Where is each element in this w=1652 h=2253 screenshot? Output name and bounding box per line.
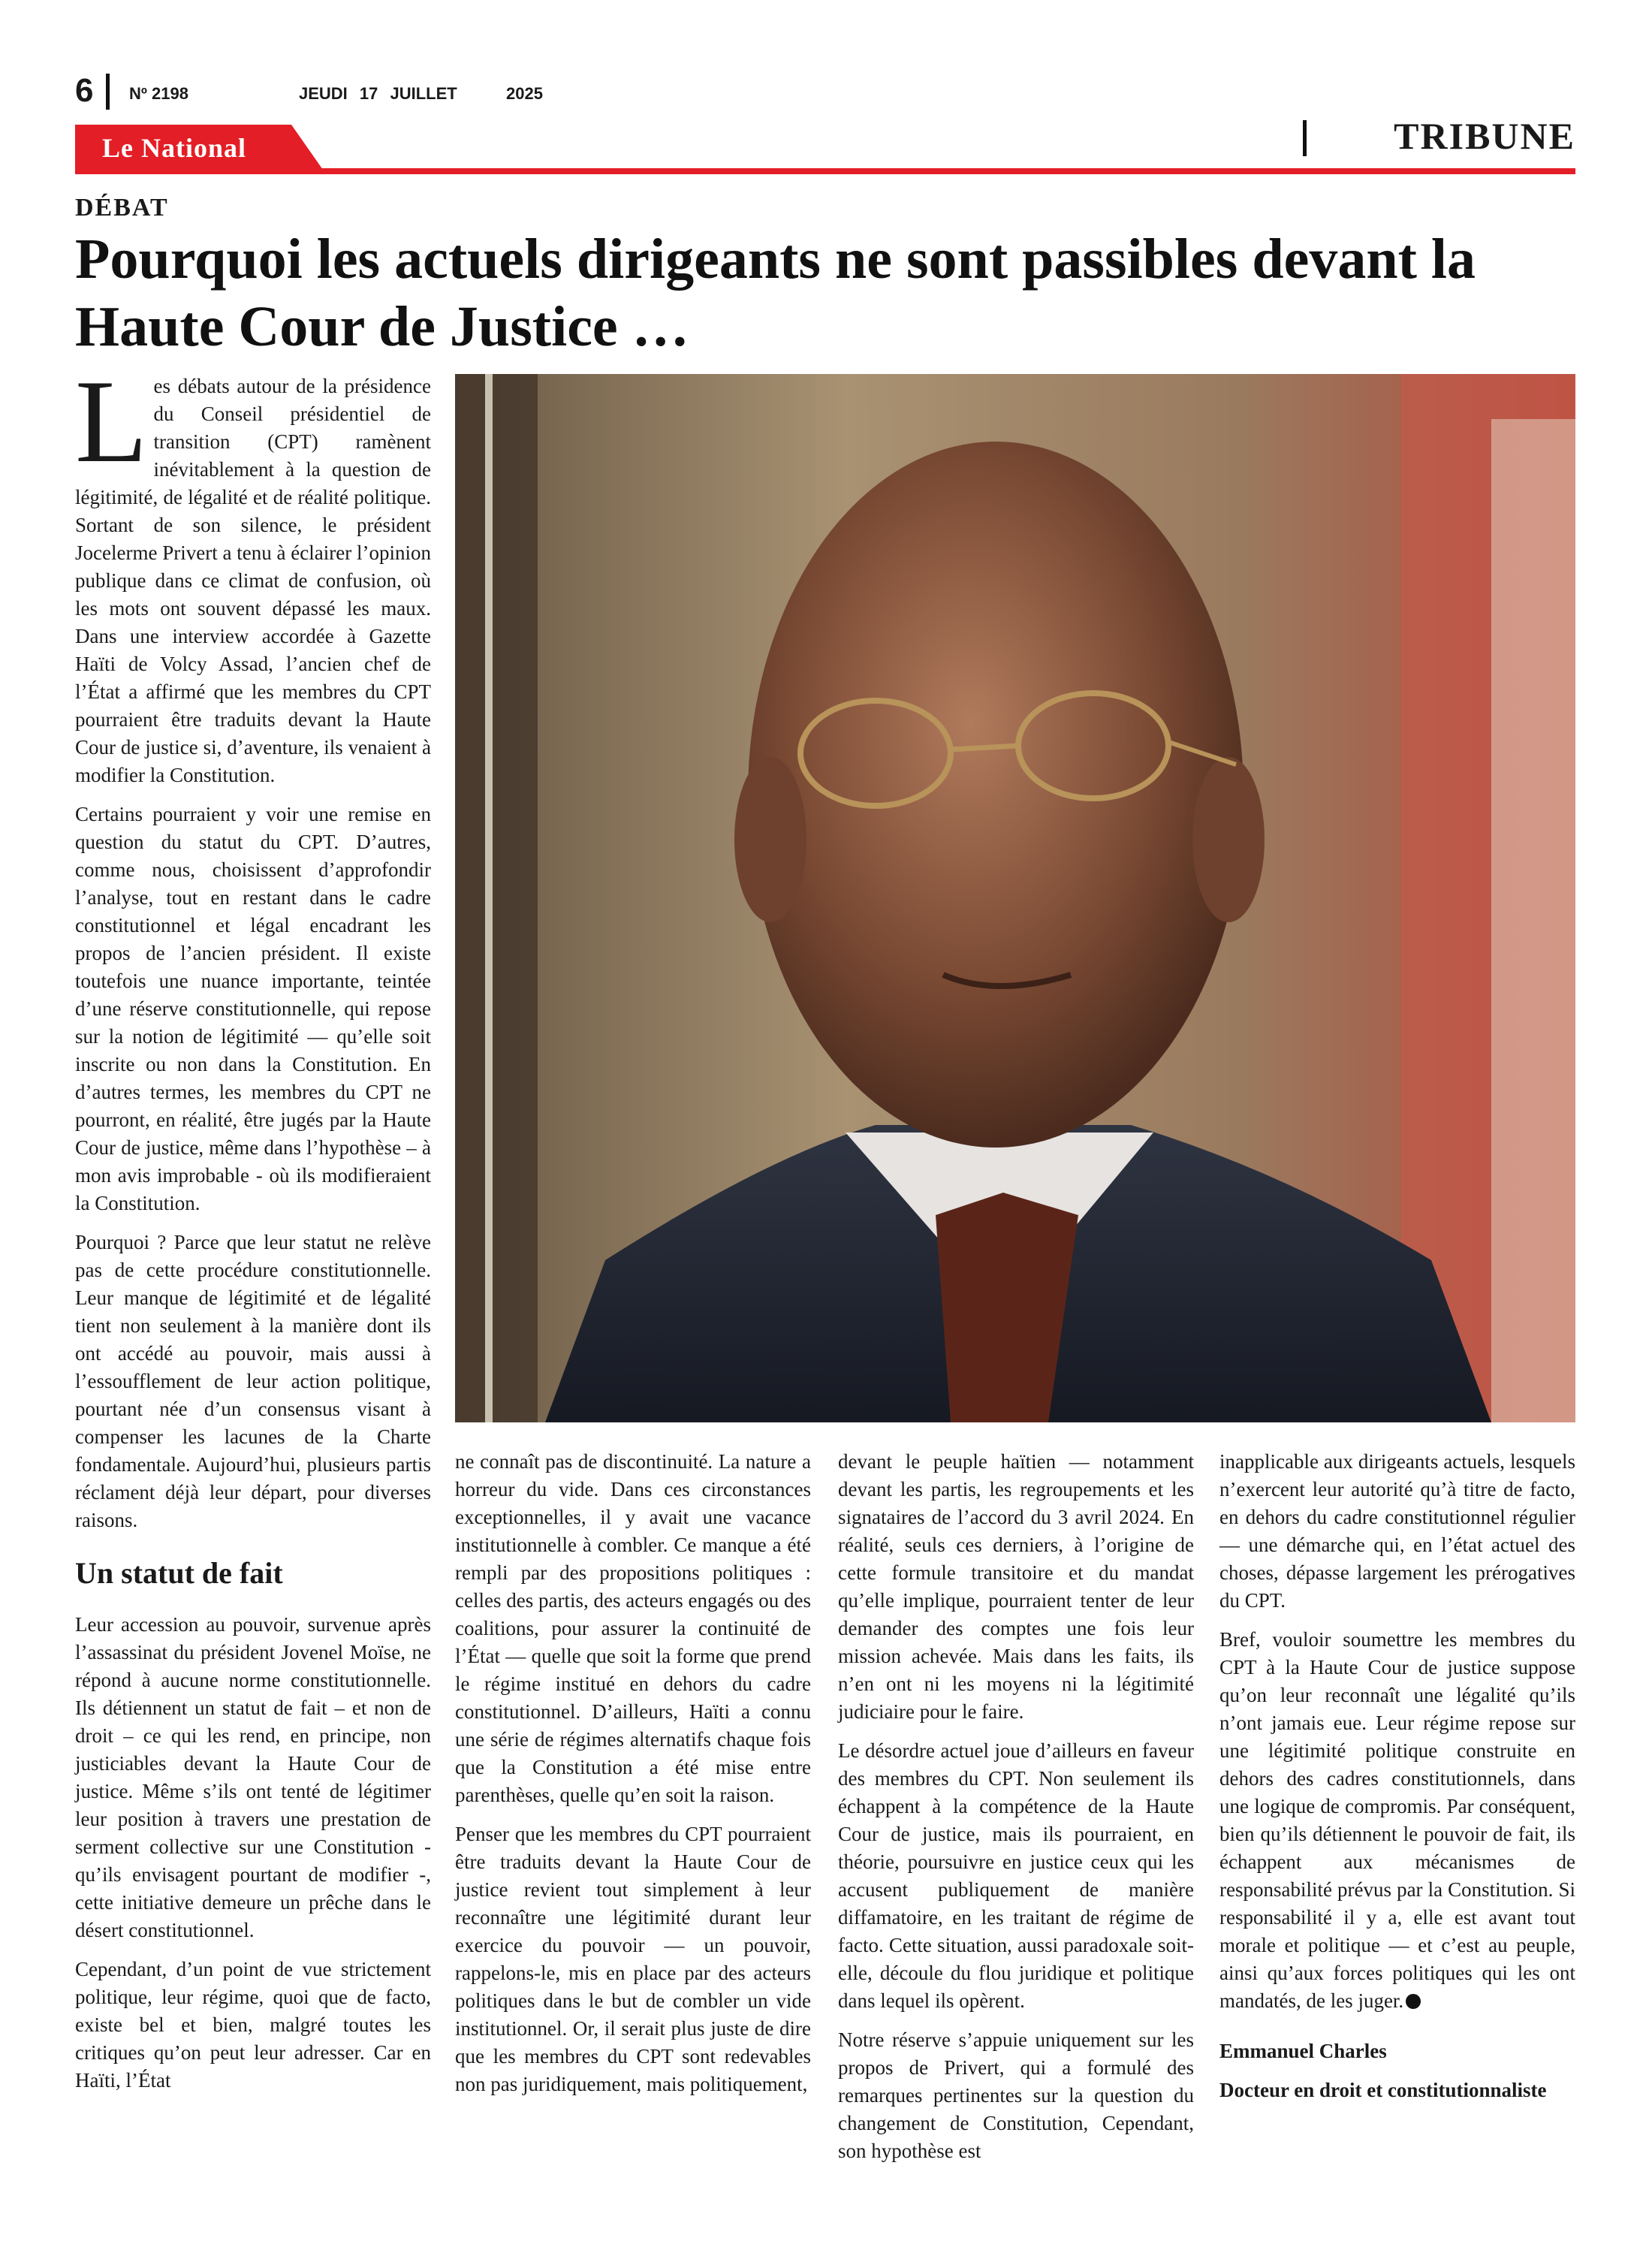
end-mark-icon (1406, 1994, 1421, 2009)
article-column-3 (838, 1448, 1194, 2176)
article-paragraph: Penser que les membres du CPT pourraient être traduits devant la Haute Cour de justice revient tout simplement à leur reconnaître une légitimité durant leur exercice du pouvoir — un pouvoir, rappelons-le, mis en place par des acteurs politiques dans le but de combler un vide institutionnel. Or, il serait plus juste de dire que les membres du CPT sont redevables non pas juridiquement, mais politiquement, (455, 1823, 811, 2095)
article-column-4 (1219, 1448, 1575, 2116)
author-title: Docteur en droit et constitutionnaliste (1219, 2079, 1547, 2101)
article-paragraph: Certains pourraient y voir une remise en question du statut du CPT. D’autres, comme nous, choisissent d’approfondir l’analyse, tout en restant dans le cadre constitutionnel et légal encadrant les propos de l’ancien président. Il existe toutefois une nuance importante, teintée d’une réserve constitutionnelle, qui repose sur la notion de légitimité — qu’elle soit inscrite ou non dans la Constitution. En d’autres termes, les membres du CPT ne pourront, en réalité, être jugés par la Haute Cour de justice, même dans l’hypothèse – à mon avis improbable - où ils modifieraient la Constitution. (75, 803, 431, 1214)
article-column-1 (75, 356, 431, 2106)
masthead-label: Le National (102, 133, 247, 163)
issue-number: Nº 2198 (129, 84, 188, 103)
article-title: Pourquoi les actuels dirigeants ne sont passibles devant la Haute Cour de Justice … (75, 228, 1476, 358)
article-paragraph: Leur accession au pouvoir, survenue après l’assassinat du président Jovenel Moïse, ne répond à aucune norme constitutionnelle. Ils détiennent un statut de fait – et non de droit – ce qui les rend, en principe, non justiciables devant la Haute Cour de justice. Même s’ils ont tenté de légitimer leur position à travers une prestation de serment collective sur une Constitution - qu’ils envisagent pourtant de modifier -, cette initiative demeure un prêche dans le désert constitutionnel. (75, 1613, 431, 1941)
issue-date: JEUDI 17 JUILLET (299, 84, 457, 103)
article-paragraph (75, 356, 431, 789)
paragraph-text: es débats autour de la présidence du Conseil présidentiel de transition (CPT) ramènent inévitablement à la question de légitimité, de légalité et de réalité politique. Sortant de son silence, le président Jocelerme Privert a tenu à éclairer l’opinion publique dans ce climat de confusion, où les mots ont souvent dépassé les maux. Dans une interview accordée à Gazette Haïti de Volcy Assad, l’ancien chef de l’État a affirmé que les membres du CPT pourraient être traduits devant la Haute Cour de justice si, d’aventure, ils venaient à modifier la Constitution. (75, 375, 431, 786)
page-number-divider (106, 74, 110, 110)
article-paragraph (1219, 1626, 1575, 2015)
article-paragraph: Cependant, d’un point de vue strictement politique, leur régime, quoi que de facto, existe bel et bien, malgré toutes les critiques qu’on peut leur adresser. Car en Haïti, l’État (75, 1958, 431, 2092)
portrait-photo-illustration (455, 374, 1575, 1422)
author-name: Emmanuel Charles (1219, 2040, 1387, 2062)
page-number: 6 (75, 72, 94, 109)
article-paragraph: Pourquoi ? Parce que leur statut ne relève pas de cette procédure constitutionnelle. Leur manque de légitimité et de légalité tient non seulement à la manière dont ils ont accédé au pouvoir, mais aussi à l’essoufflement de leur action politique, pourtant née d’un consensus visant à compenser les lacunes de la Charte fondamentale. Aujourd’hui, plusieurs partis réclament déjà leur départ, pour diverses raisons. (75, 1231, 431, 1531)
article-paragraph: Le désordre actuel joue d’ailleurs en faveur des membres du CPT. Non seulement ils échappent à la compétence de la Haute Cour de justice, mais ils pourraient, en théorie, poursuivre en justice ceux qui les accusent publiquement de manière diffamatoire, en les traitant de régime de facto. Cette situation, aussi paradoxale soit-elle, découle du flou juridique et politique dans lequel ils opèrent. (838, 1739, 1194, 2012)
article-paragraph: inapplicable aux dirigeants actuels, lesquels n’exercent leur autorité qu’à titre de facto, en dehors du cadre constitutionnel régulier — une démarche qui, en l’état actuel des choses, dépasse largement les prérogatives du CPT. (1219, 1450, 1575, 1612)
section-label: TRIBUNE (1394, 115, 1575, 157)
article-paragraph: Notre réserve s’appuie uniquement sur les propos de Privert, qui a formulé des remarques pertinentes sur la question du changement de Constitution, Cependant, son hypothèse est (838, 2028, 1194, 2162)
issue-year: 2025 (506, 84, 543, 103)
article-paragraph: devant le peuple haïtien — notamment devant les partis, les regroupements et les signataires de l’accord du 3 avril 2024. En réalité, seuls ces derniers, à l’origine de cette formule transitoire et du mandat qu’elle implique, pourraient tenter de leur demander des comptes une fois leur mission achevée. Mais dans les faits, ils n’en ont ni les moyens ni la légitimité judiciaire pour le faire. (838, 1450, 1194, 1723)
paragraph-text: Bref, vouloir soumettre les membres du CPT à la Haute Cour de justice suppose qu’on leur reconnaît une légalité qu’ils n’ont jamais eue. Leur régime repose sur une légitimité politique construite en dehors des cadres constitutionnels, dans une logique de compromis. Par conséquent, bien qu’ils détiennent le pouvoir de fait, ils échappent aux mécanismes de responsabilité prévus par la Constitution. Si responsabilité il y a, elle est avant tout morale et politique — et c’est au peuple, ainsi qu’aux forces politiques qui les ont mandatés, de les juger. (1219, 1628, 1575, 2012)
article-photo (455, 374, 1575, 1422)
section-divider (1303, 120, 1307, 156)
article-column-2 (455, 1448, 811, 2110)
article-kicker: DÉBAT (75, 194, 169, 222)
drop-cap: L (75, 356, 148, 487)
article-paragraph: ne connaît pas de discontinuité. La nature a horreur du vide. Dans ces circonstances exceptionnelles, il y avait une vacance institutionnelle à combler. Ce manque a été rempli par des propositions politiques : celles des partis, des acteurs engagés ou des coalitions, pour assurer la continuité de l’État — quelle que soit la forme que prend le régime institué en dehors du cadre constitutionnel. D’ailleurs, Haïti a connu une série de régimes alternatifs chaque fois que la Constitution a été mise entre parenthèses, quelle qu’en soit la raison. (455, 1450, 811, 1806)
article-subheading: Un statut de fait (75, 1556, 283, 1590)
header-rule (75, 168, 1575, 174)
